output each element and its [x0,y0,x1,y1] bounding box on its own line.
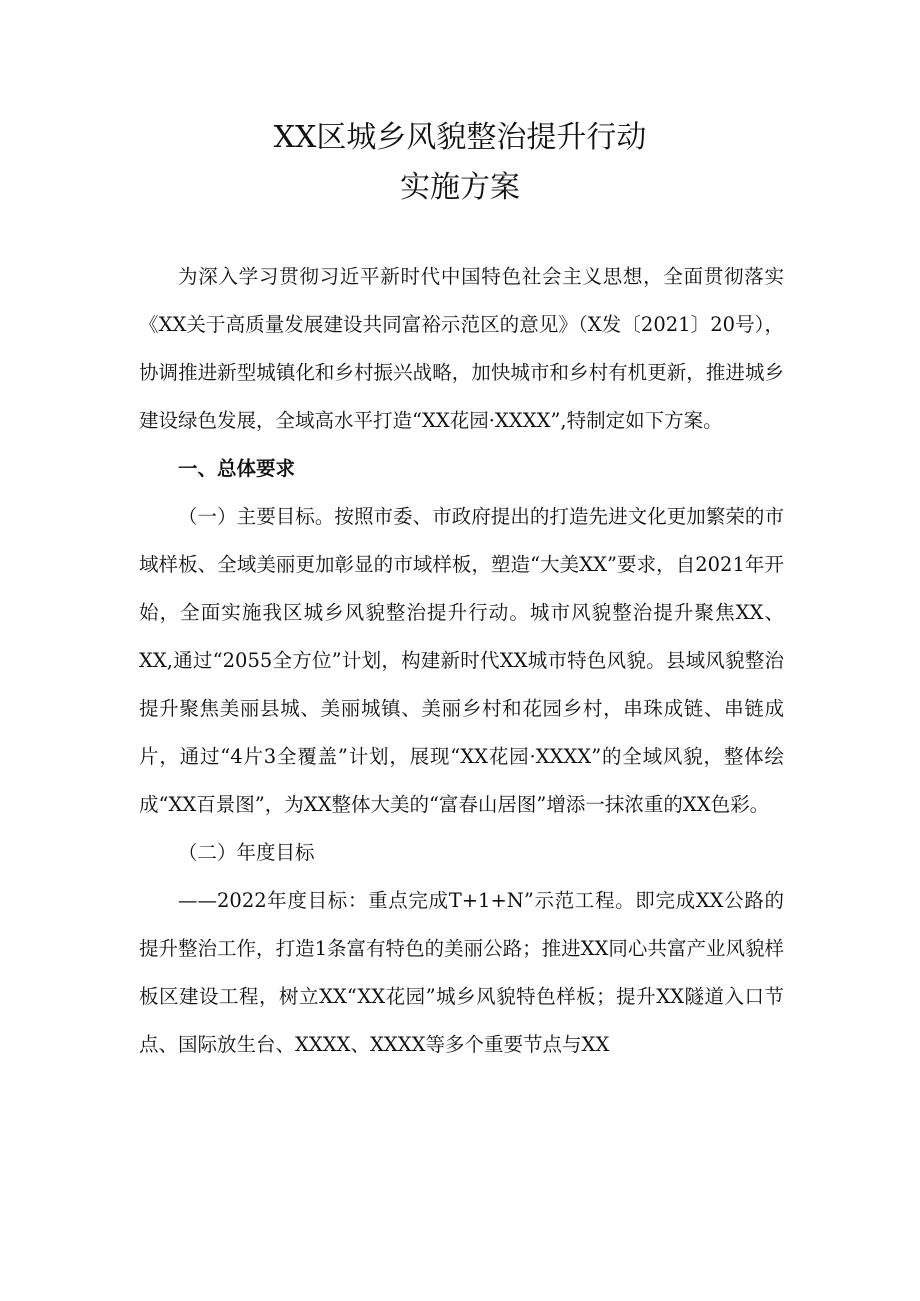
intro-paragraph: 为深入学习贯彻习近平新时代中国特色社会主义思想，全面贯彻落实《XX关于高质量发展建设共同富裕示范区的意见》（X发〔2021〕20号），协调推进新型城镇化和乡村振兴战略，加快城市和乡村有机更新，推进城乡建设绿色发展，全域高水平打造“XX花园·XXXX”,特制定如下方案。 [139,265,784,432]
document-title-line-1: XX区城乡风貌整治提升行动 [273,120,647,155]
document-title-line-2: 实施方案 [400,170,520,205]
main-goals-paragraph: （一）主要目标。按照市委、市政府提出的打造先进文化更加繁荣的市域样板、全域美丽更加彰显的市域样板，塑造“大美XX”要求，自2021年开始，全面实施我区城乡风貌整治提升行动。城市风貌整治提升聚焦XX、XX,通过“2055全方位”计划，构建新时代XX城市特色风貌。县域风貌整治提升聚焦美丽县城、美丽城镇、美丽乡村和花园乡村，串珠成链、串链成片，通过“4片3全覆盖”计划，展现“XX花园·XXXX”的全域风貌，整体绘成“XX百景图”，为XX整体大美的“富春山居图”增添一抹浓重的XX色彩。 [139,505,784,816]
annual-goals-heading: （二）年度目标 [178,841,315,864]
annual-goals-paragraph: ——2022年度目标：重点完成T+1+N”示范工程。即完成XX公路的提升整治工作，打造1条富有特色的美丽公路；推进XX同心共富产业风貌样板区建设工程，树立XX“XX花园”城乡风貌特色样板；提升XX隧道入口节点、国际放生台、XXXX、XXXX等多个重要节点与XX [139,889,784,1056]
section-heading-overall-requirements: 一、总体要求 [178,457,296,480]
document-body [139,253,784,1069]
